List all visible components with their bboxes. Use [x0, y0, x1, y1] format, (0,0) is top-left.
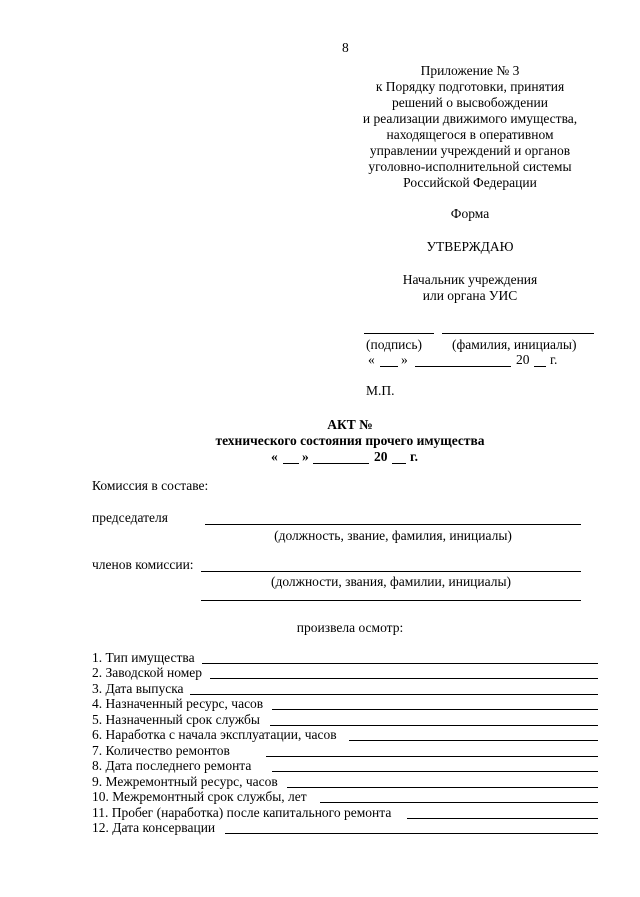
list-item: 2. Заводской номер — [92, 665, 202, 680]
chairman-caption: (должность, звание, фамилия, инициалы) — [274, 528, 512, 543]
item-blank — [202, 663, 598, 664]
item-blank — [287, 787, 598, 788]
list-item: 5. Назначенный срок службы — [92, 712, 260, 727]
act-year-suffix: г. — [410, 449, 418, 464]
appendix-line: к Порядку подготовки, принятия — [375, 79, 565, 94]
chairman-line — [205, 524, 581, 525]
appendix-line: Российской Федерации — [403, 175, 537, 190]
list-item: 1. Тип имущества — [92, 650, 195, 665]
form-label: Форма — [450, 206, 490, 221]
item-blank — [266, 756, 598, 757]
list-item: 7. Количество ремонтов — [92, 743, 230, 758]
approve-date-open: « — [368, 352, 375, 367]
seal-label: М.П. — [366, 383, 395, 398]
name-caption: (фамилия, инициалы) — [452, 337, 577, 352]
item-blank — [225, 833, 598, 834]
act-month-blank — [313, 463, 369, 464]
act-date-open: « — [271, 449, 278, 464]
commission-label: Комиссия в составе: — [92, 478, 209, 493]
act-title: АКТ № — [327, 417, 373, 432]
approve-title: УТВЕРЖДАЮ — [426, 239, 514, 254]
list-item: 12. Дата консервации — [92, 820, 216, 835]
item-blank — [270, 725, 598, 726]
list-item: 10. Межремонтный срок службы, лет — [92, 789, 307, 804]
appendix-line: управлении учреждений и органов — [369, 143, 571, 158]
appendix-line: находящегося в оперативном — [386, 127, 554, 142]
approve-date-close: » — [401, 352, 408, 367]
act-day-blank — [283, 463, 299, 464]
approve-position-line1: Начальник учреждения — [402, 272, 538, 287]
act-date-close: » — [302, 449, 309, 464]
act-year-blank — [392, 463, 406, 464]
appendix-line: и реализации движимого имущества, — [362, 111, 578, 126]
list-item: 9. Межремонтный ресурс, часов — [92, 774, 278, 789]
members-caption: (должности, звания, фамилии, инициалы) — [270, 574, 512, 589]
item-blank — [407, 818, 598, 819]
page-number: 8 — [342, 40, 349, 55]
signature-line — [364, 333, 434, 334]
approve-month-blank — [415, 366, 511, 367]
inspected-label: произвела осмотр: — [296, 620, 404, 635]
members-label: членов комиссии: — [92, 557, 194, 572]
list-item: 3. Дата выпуска — [92, 681, 184, 696]
item-blank — [272, 771, 598, 772]
approve-year-prefix: 20 — [516, 352, 530, 367]
signature-caption: (подпись) — [366, 337, 423, 352]
appendix-line: решений о высвобождении — [392, 95, 548, 110]
appendix-line: Приложение № 3 — [420, 63, 520, 78]
item-blank — [349, 740, 598, 741]
approve-year-blank — [534, 366, 546, 367]
item-blank — [320, 802, 598, 803]
list-item: 11. Пробег (наработка) после капитального ремонта — [92, 805, 392, 820]
list-item: 8. Дата последнего ремонта — [92, 758, 252, 773]
members-line — [201, 571, 581, 572]
appendix-line: уголовно-исполнительной системы — [368, 159, 572, 174]
list-item: 6. Наработка с начала эксплуатации, часов — [92, 727, 337, 742]
item-blank — [190, 694, 598, 695]
item-blank — [210, 678, 598, 679]
act-subtitle: технического состояния прочего имущества — [215, 433, 485, 448]
chairman-label: председателя — [92, 510, 168, 525]
approve-day-blank — [380, 366, 398, 367]
list-item: 4. Назначенный ресурс, часов — [92, 696, 264, 711]
approve-year-suffix: г. — [550, 352, 558, 367]
approve-position-line2: или органа УИС — [422, 288, 518, 303]
act-year-prefix: 20 — [374, 449, 388, 464]
name-line — [442, 333, 594, 334]
item-blank — [272, 709, 598, 710]
members-line-extra — [201, 600, 581, 601]
